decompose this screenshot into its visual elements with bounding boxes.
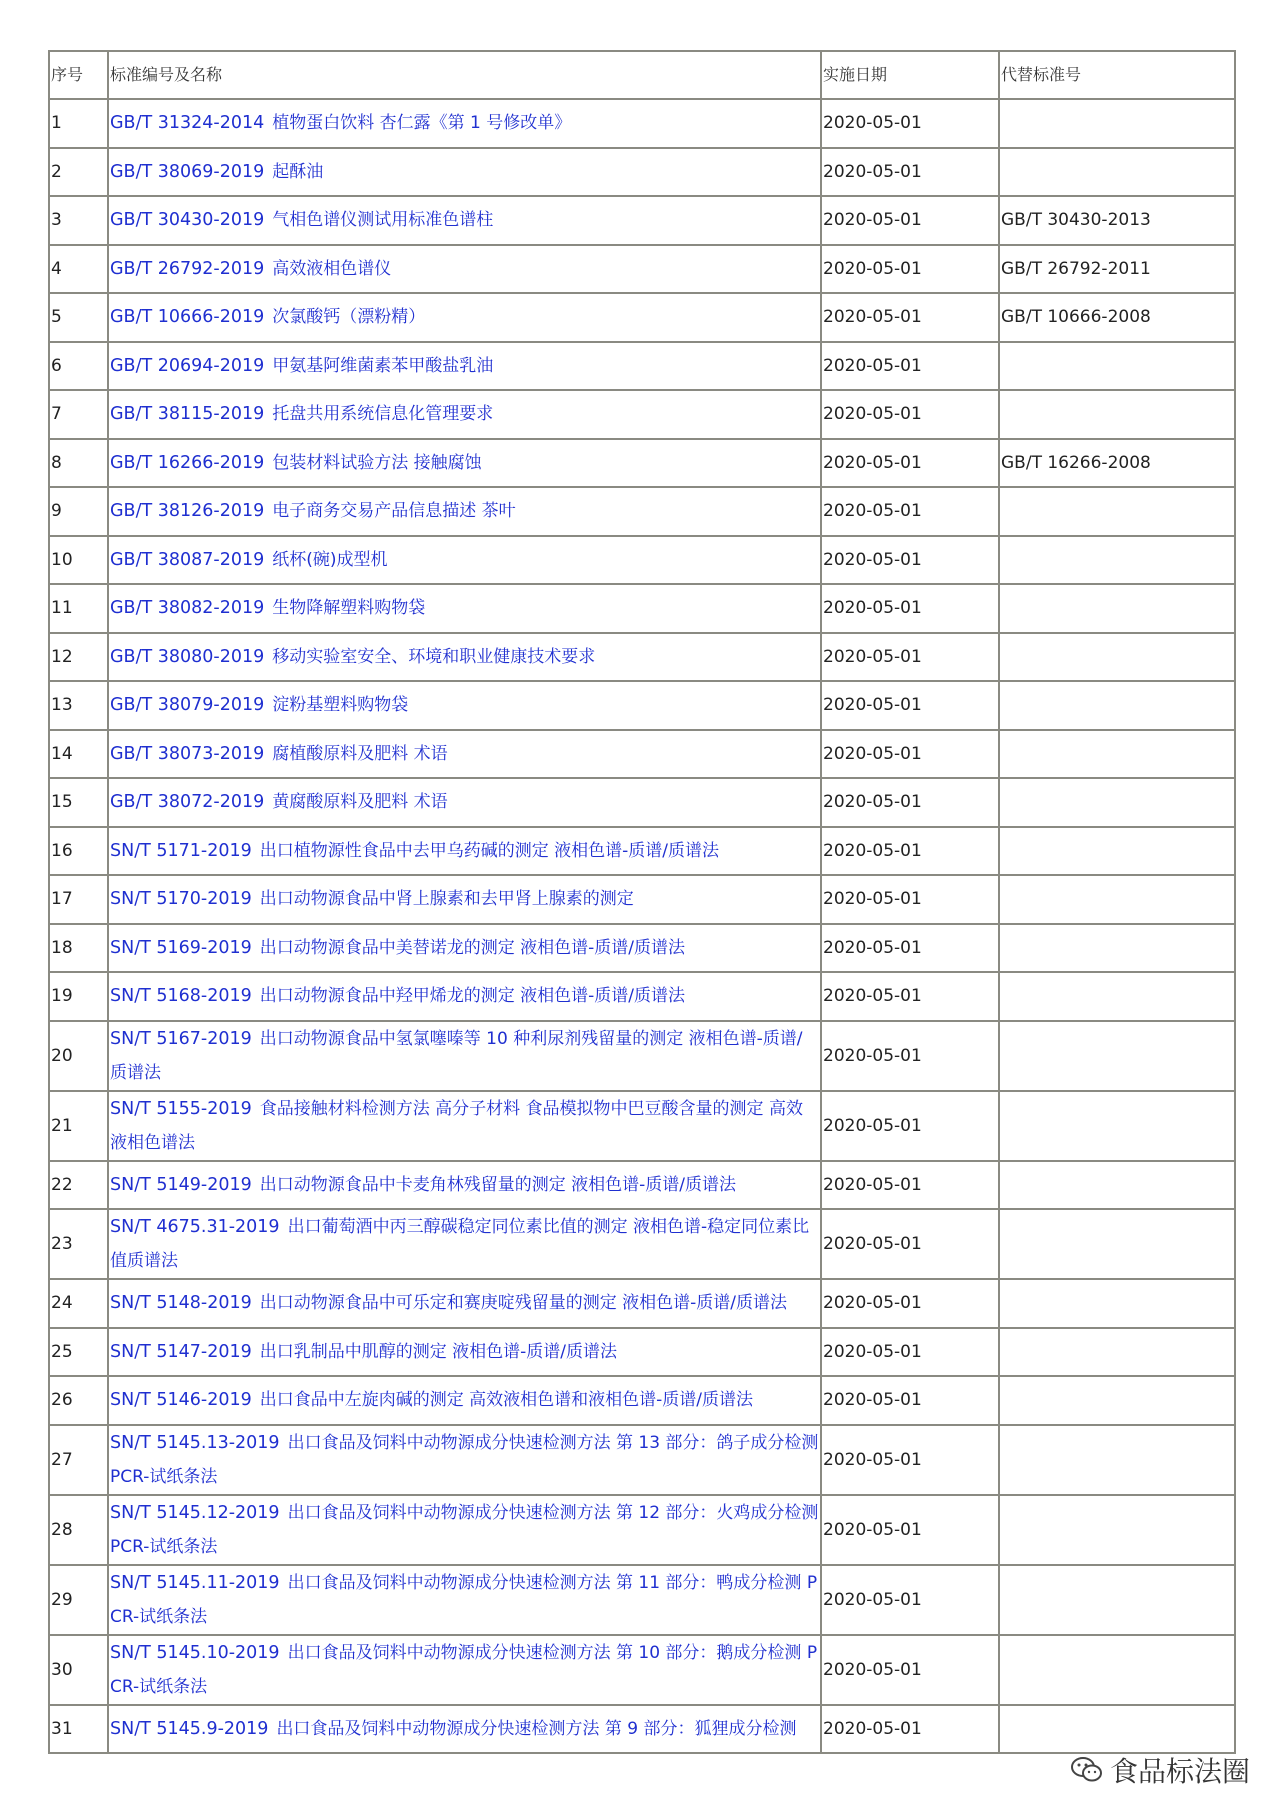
row-standard [108, 1279, 821, 1328]
row-date: 2020-05-01 [821, 633, 999, 682]
standard-name: 甲氨基阿维菌素苯甲酸盐乳油 [272, 355, 494, 376]
row-serial: 3 [49, 196, 108, 245]
standard-code: GB/T 16266-2019 [110, 452, 265, 473]
standard-code: GB/T 26792-2019 [110, 258, 265, 279]
row-replaces [999, 390, 1235, 439]
standard-name: 次氯酸钙（漂粉精） [272, 307, 426, 328]
standard-name: 出口动物源食品中氢氯噻嗪等 10 种利尿剂残留量的测定 液相色谱-质谱/质谱法 [110, 1028, 803, 1083]
row-date: 2020-05-01 [821, 1495, 999, 1565]
standard-code: SN/T 5145.10-2019 [110, 1642, 280, 1663]
row-serial: 23 [49, 1209, 108, 1279]
row-serial: 17 [49, 875, 108, 924]
row-replaces [999, 1425, 1235, 1495]
row-date: 2020-05-01 [821, 827, 999, 876]
standard-name: 出口食品中左旋肉碱的测定 高效液相色谱和液相色谱-质谱/质谱法 [259, 1390, 754, 1411]
standard-code: GB/T 38126-2019 [110, 501, 265, 522]
row-replaces [999, 681, 1235, 730]
standard-link[interactable] [110, 1643, 817, 1697]
standard-code: SN/T 5149-2019 [110, 1174, 252, 1195]
table-row [49, 1705, 1235, 1754]
table-row [49, 342, 1235, 391]
row-serial: 21 [49, 1091, 108, 1161]
row-serial: 28 [49, 1495, 108, 1565]
wechat-icon [1070, 1755, 1104, 1785]
row-serial: 29 [49, 1565, 108, 1635]
standard-link[interactable] [110, 1573, 817, 1627]
standard-link[interactable] [110, 1099, 803, 1153]
row-replaces [999, 1635, 1235, 1705]
row-standard [108, 1565, 821, 1635]
table-row [49, 196, 1235, 245]
table-row [49, 390, 1235, 439]
row-serial: 11 [49, 584, 108, 633]
row-replaces [999, 1328, 1235, 1377]
row-serial: 18 [49, 924, 108, 973]
row-standard [108, 1495, 821, 1565]
standard-link[interactable] [110, 1293, 787, 1313]
row-date: 2020-05-01 [821, 293, 999, 342]
standard-name: 出口食品及饲料中动物源成分快速检测方法 第 13 部分：鸽子成分检测 PCR-试纸条法 [110, 1432, 819, 1487]
row-replaces [999, 1161, 1235, 1210]
table-row [49, 875, 1235, 924]
table-row [49, 730, 1235, 779]
row-replaces: GB/T 16266-2008 [999, 439, 1235, 488]
standard-link[interactable] [110, 1342, 617, 1362]
watermark-text: 食品标法圈 [1109, 1755, 1250, 1788]
standard-code: GB/T 10666-2019 [110, 307, 265, 328]
table-row [49, 1376, 1235, 1425]
row-date: 2020-05-01 [821, 1635, 999, 1705]
standard-link[interactable] [110, 841, 719, 861]
table-row [49, 584, 1235, 633]
table-row [49, 633, 1235, 682]
row-replaces [999, 1091, 1235, 1161]
row-standard [108, 1635, 821, 1705]
standards-table [48, 50, 1236, 1754]
row-replaces [999, 99, 1235, 148]
row-standard [108, 439, 821, 488]
row-serial: 7 [49, 390, 108, 439]
row-date: 2020-05-01 [821, 1279, 999, 1328]
row-standard [108, 1376, 821, 1425]
table-row [49, 245, 1235, 294]
row-standard [108, 293, 821, 342]
header-serial: 序号 [49, 51, 108, 99]
row-date: 2020-05-01 [821, 924, 999, 973]
row-replaces [999, 1279, 1235, 1328]
standard-link[interactable] [110, 1719, 796, 1739]
table-row [49, 487, 1235, 536]
standard-name: 生物降解塑料购物袋 [272, 598, 426, 619]
table-row [49, 1209, 1235, 1279]
standard-code: GB/T 38087-2019 [110, 549, 265, 570]
table-row [49, 1495, 1235, 1565]
standard-name: 出口乳制品中肌醇的测定 液相色谱-质谱/质谱法 [259, 1341, 618, 1362]
standard-link[interactable] [110, 210, 493, 230]
standard-name: 出口动物源食品中羟甲烯龙的测定 液相色谱-质谱/质谱法 [259, 986, 686, 1007]
row-serial: 5 [49, 293, 108, 342]
standard-name: 食品接触材料检测方法 高分子材料 食品模拟物中巴豆酸含量的测定 高效液相色谱法 [110, 1098, 803, 1153]
header-date: 实施日期 [821, 51, 999, 99]
row-replaces [999, 972, 1235, 1021]
standard-code: GB/T 38072-2019 [110, 792, 265, 813]
row-replaces [999, 148, 1235, 197]
table-row [49, 1425, 1235, 1495]
row-standard [108, 681, 821, 730]
standard-link[interactable] [110, 1433, 818, 1487]
standard-link[interactable] [110, 1029, 802, 1083]
row-standard [108, 1328, 821, 1377]
table-row [49, 681, 1235, 730]
standard-name: 托盘共用系统信息化管理要求 [272, 404, 494, 425]
row-serial: 9 [49, 487, 108, 536]
standard-code: SN/T 5145.13-2019 [110, 1432, 280, 1453]
standard-name: 包装材料试验方法 接触腐蚀 [272, 452, 482, 473]
row-date: 2020-05-01 [821, 342, 999, 391]
standard-code: SN/T 5170-2019 [110, 889, 252, 910]
standard-link[interactable] [110, 550, 388, 570]
row-date: 2020-05-01 [821, 487, 999, 536]
standard-code: GB/T 38080-2019 [110, 646, 265, 667]
row-serial: 19 [49, 972, 108, 1021]
row-serial: 13 [49, 681, 108, 730]
standard-code: SN/T 5169-2019 [110, 937, 252, 958]
row-replaces [999, 924, 1235, 973]
row-replaces: GB/T 30430-2013 [999, 196, 1235, 245]
standard-link[interactable] [110, 404, 493, 424]
row-date: 2020-05-01 [821, 778, 999, 827]
standard-link[interactable] [110, 1503, 818, 1557]
standard-link[interactable] [110, 259, 391, 279]
row-serial: 15 [49, 778, 108, 827]
table-row [49, 1328, 1235, 1377]
table-row [49, 99, 1235, 148]
watermark [1070, 1750, 1250, 1790]
standard-name: 出口食品及饲料中动物源成分快速检测方法 第 9 部分：狐狸成分检测 [276, 1718, 797, 1739]
row-standard [108, 487, 821, 536]
row-replaces [999, 487, 1235, 536]
row-standard [108, 536, 821, 585]
row-serial: 31 [49, 1705, 108, 1754]
standard-code: GB/T 38073-2019 [110, 743, 265, 764]
row-replaces [999, 633, 1235, 682]
row-date: 2020-05-01 [821, 730, 999, 779]
row-date: 2020-05-01 [821, 584, 999, 633]
table-row [49, 439, 1235, 488]
standard-name: 出口动物源食品中卡麦角林残留量的测定 液相色谱-质谱/质谱法 [259, 1174, 737, 1195]
row-date: 2020-05-01 [821, 1209, 999, 1279]
standard-link[interactable] [110, 453, 482, 473]
row-standard [108, 633, 821, 682]
row-replaces [999, 778, 1235, 827]
standard-name: 电子商务交易产品信息描述 茶叶 [272, 501, 516, 522]
row-date: 2020-05-01 [821, 148, 999, 197]
row-date: 2020-05-01 [821, 1425, 999, 1495]
row-serial: 26 [49, 1376, 108, 1425]
table-row [49, 148, 1235, 197]
row-serial: 12 [49, 633, 108, 682]
row-serial: 14 [49, 730, 108, 779]
row-serial: 16 [49, 827, 108, 876]
standard-link[interactable] [110, 1390, 753, 1410]
standard-code: SN/T 5168-2019 [110, 986, 252, 1007]
table-header-row [49, 51, 1235, 99]
row-serial: 2 [49, 148, 108, 197]
header-standard: 标准编号及名称 [108, 51, 821, 99]
row-replaces: GB/T 10666-2008 [999, 293, 1235, 342]
row-serial: 6 [49, 342, 108, 391]
table-row [49, 1279, 1235, 1328]
row-date: 2020-05-01 [821, 196, 999, 245]
standard-link[interactable] [110, 501, 516, 521]
standard-link[interactable] [110, 792, 448, 812]
row-standard [108, 1091, 821, 1161]
standard-code: SN/T 5155-2019 [110, 1098, 252, 1119]
standard-name: 高效液相色谱仪 [272, 258, 392, 279]
row-date: 2020-05-01 [821, 1376, 999, 1425]
row-date: 2020-05-01 [821, 972, 999, 1021]
standard-code: SN/T 5147-2019 [110, 1341, 252, 1362]
row-replaces: GB/T 26792-2011 [999, 245, 1235, 294]
row-standard [108, 1209, 821, 1279]
standard-code: GB/T 20694-2019 [110, 355, 265, 376]
standard-code: GB/T 30430-2019 [110, 210, 265, 231]
standard-code: SN/T 4675.31-2019 [110, 1217, 280, 1237]
row-date: 2020-05-01 [821, 681, 999, 730]
header-replaces: 代替标准号 [999, 51, 1235, 99]
standard-name: 出口食品及饲料中动物源成分快速检测方法 第 12 部分：火鸡成分检测 PCR-试纸条法 [110, 1502, 819, 1557]
row-replaces [999, 1705, 1235, 1754]
row-standard [108, 827, 821, 876]
row-standard [108, 148, 821, 197]
row-date: 2020-05-01 [821, 439, 999, 488]
standard-link[interactable] [110, 889, 634, 909]
row-standard [108, 1161, 821, 1210]
row-standard [108, 99, 821, 148]
row-date: 2020-05-01 [821, 1161, 999, 1210]
standard-link[interactable] [110, 986, 685, 1006]
table-row [49, 924, 1235, 973]
row-date: 2020-05-01 [821, 1021, 999, 1091]
standard-code: GB/T 38115-2019 [110, 404, 265, 425]
row-replaces [999, 875, 1235, 924]
row-replaces [999, 1565, 1235, 1635]
row-standard [108, 342, 821, 391]
standard-name: 出口食品及饲料中动物源成分快速检测方法 第 11 部分：鸭成分检测 PCR-试纸条法 [110, 1572, 818, 1627]
row-serial: 8 [49, 439, 108, 488]
table-row [49, 1565, 1235, 1635]
row-standard [108, 778, 821, 827]
table-row [49, 827, 1235, 876]
row-serial: 1 [49, 99, 108, 148]
row-standard [108, 245, 821, 294]
row-standard [108, 1425, 821, 1495]
row-date: 2020-05-01 [821, 99, 999, 148]
row-replaces [999, 1021, 1235, 1091]
table-row [49, 293, 1235, 342]
table-row [49, 536, 1235, 585]
row-replaces [999, 1495, 1235, 1565]
row-standard [108, 924, 821, 973]
standard-link[interactable] [110, 113, 571, 133]
row-replaces [999, 1376, 1235, 1425]
table-body [49, 99, 1235, 1753]
row-serial: 30 [49, 1635, 108, 1705]
table-row [49, 1635, 1235, 1705]
standard-name: 出口葡萄酒中丙三醇碳稳定同位素比值的测定 液相色谱-稳定同位素比值质谱法 [110, 1217, 810, 1271]
standard-name: 植物蛋白饮料 杏仁露《第 1 号修改单》 [272, 113, 572, 134]
row-standard [108, 1021, 821, 1091]
standard-link[interactable] [110, 307, 425, 327]
standard-name: 纸杯(碗)成型机 [272, 549, 388, 570]
standard-code: SN/T 5145.9-2019 [110, 1718, 269, 1739]
row-date: 2020-05-01 [821, 875, 999, 924]
standard-name: 出口动物源食品中可乐定和赛庚啶残留量的测定 液相色谱-质谱/质谱法 [259, 1293, 788, 1314]
table-row [49, 972, 1235, 1021]
row-standard [108, 390, 821, 439]
standard-name: 移动实验室安全、环境和职业健康技术要求 [272, 646, 596, 667]
row-standard [108, 730, 821, 779]
row-serial: 4 [49, 245, 108, 294]
standard-code: SN/T 5171-2019 [110, 840, 252, 861]
table-row [49, 1091, 1235, 1161]
standard-name: 淀粉基塑料购物袋 [272, 695, 409, 716]
row-standard [108, 972, 821, 1021]
standard-name: 气相色谱仪测试用标准色谱柱 [272, 210, 494, 231]
row-replaces [999, 1209, 1235, 1279]
row-date: 2020-05-01 [821, 1705, 999, 1754]
standards-table-wrapper [48, 50, 1234, 1754]
standard-link[interactable] [110, 695, 408, 715]
standard-link[interactable] [110, 744, 448, 764]
row-serial: 24 [49, 1279, 108, 1328]
standard-link[interactable] [110, 1175, 736, 1195]
standard-name: 出口植物源性食品中去甲乌药碱的测定 液相色谱-质谱/质谱法 [259, 840, 720, 861]
row-replaces [999, 827, 1235, 876]
table-row [49, 778, 1235, 827]
standard-code: GB/T 38079-2019 [110, 695, 265, 716]
row-serial: 25 [49, 1328, 108, 1377]
standard-link[interactable] [110, 938, 685, 958]
row-standard [108, 875, 821, 924]
row-serial: 27 [49, 1425, 108, 1495]
standard-code: GB/T 38082-2019 [110, 598, 265, 619]
table-row [49, 1021, 1235, 1091]
row-replaces [999, 342, 1235, 391]
standard-code: GB/T 38069-2019 [110, 161, 265, 182]
standard-code: SN/T 5148-2019 [110, 1293, 252, 1314]
standard-code: GB/T 31324-2014 [110, 113, 265, 134]
row-replaces [999, 536, 1235, 585]
row-serial: 20 [49, 1021, 108, 1091]
row-replaces [999, 584, 1235, 633]
row-date: 2020-05-01 [821, 1091, 999, 1161]
standard-name: 出口食品及饲料中动物源成分快速检测方法 第 10 部分：鹅成分检测 PCR-试纸条法 [110, 1642, 818, 1697]
standard-code: SN/T 5145.12-2019 [110, 1502, 280, 1523]
row-standard [108, 1705, 821, 1754]
standard-link[interactable] [110, 356, 493, 376]
row-replaces [999, 730, 1235, 779]
standard-name: 起酥油 [272, 161, 324, 182]
standard-link[interactable] [110, 1217, 809, 1271]
row-date: 2020-05-01 [821, 1328, 999, 1377]
standard-code: SN/T 5146-2019 [110, 1390, 252, 1411]
row-standard [108, 196, 821, 245]
standard-link[interactable] [110, 162, 323, 182]
standard-name: 黄腐酸原料及肥料 术语 [272, 792, 448, 813]
row-date: 2020-05-01 [821, 1565, 999, 1635]
row-date: 2020-05-01 [821, 390, 999, 439]
row-serial: 10 [49, 536, 108, 585]
standard-name: 出口动物源食品中美替诺龙的测定 液相色谱-质谱/质谱法 [259, 937, 686, 958]
standard-code: SN/T 5167-2019 [110, 1028, 252, 1049]
standard-code: SN/T 5145.11-2019 [110, 1572, 280, 1593]
standard-name: 腐植酸原料及肥料 术语 [272, 743, 448, 764]
standard-link[interactable] [110, 647, 595, 667]
table-row [49, 1161, 1235, 1210]
row-serial: 22 [49, 1161, 108, 1210]
standard-link[interactable] [110, 598, 425, 618]
row-date: 2020-05-01 [821, 536, 999, 585]
row-date: 2020-05-01 [821, 245, 999, 294]
standard-name: 出口动物源食品中肾上腺素和去甲肾上腺素的测定 [259, 889, 634, 910]
row-standard [108, 584, 821, 633]
